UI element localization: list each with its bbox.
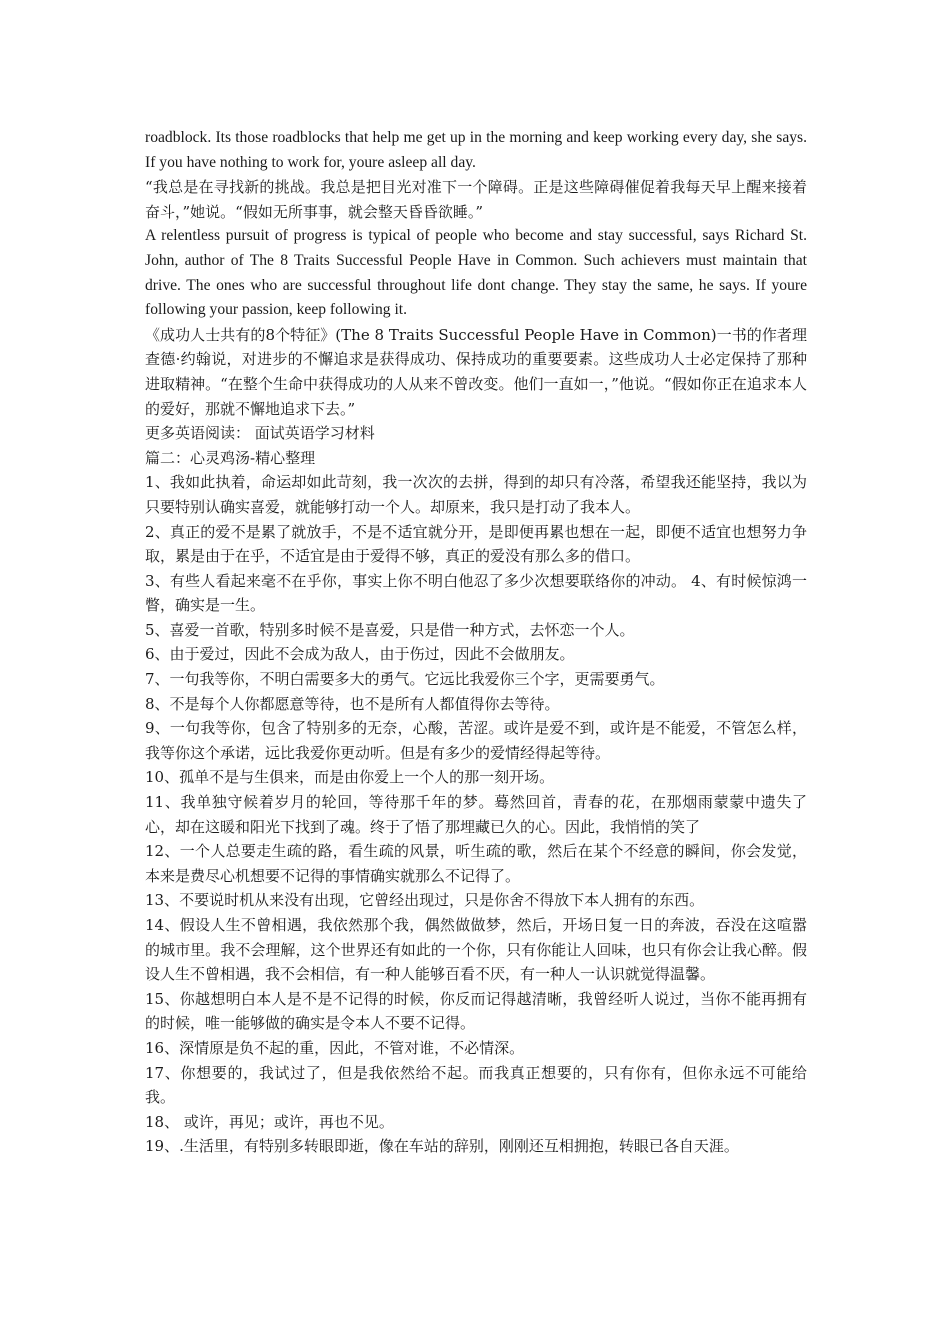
list-item-19: 19、.生活里，有特别多转眼即逝，像在车站的辞别，刚刚还互相拥抱，转眼已各自天涯。 [145, 1137, 739, 1156]
paragraph-en-2: A relentless pursuit of progress is typical of people who become and stay successful, says Richard St. John, author of The 8 Traits Successful People Have in Common. Such achievers must maintain that drive. The ones who are successful throughout life dont change. They stay the same, he says. If youre following your passion, keep following it. [145, 227, 807, 319]
list-item-15: 15、你越想明白本人是不是不记得的时候，你反而记得越清晰，我曾经听人说过，当你不能再拥有的时候，唯一能够做的确实是令本人不要不记得。 [145, 989, 807, 1033]
list-item-6: 6、由于爱过，因此不会成为敌人，由于伤过，因此不会做朋友。 [145, 645, 575, 664]
list-item-7: 7、一句我等你，不明白需要多大的勇气。它远比我爱你三个字，更需要勇气。 [145, 670, 665, 689]
list-item-11: 11、我单独守候着岁月的轮回，等待那千年的梦。蓦然回首，青春的花，在那烟雨蒙蒙中遗失了心，却在这暖和阳光下找到了魂。终于了悟了那埋藏已久的心。因此，我悄悄的笑了 [145, 793, 807, 836]
paragraph-en-1: roadblock. Its those roadblocks that help me get up in the morning and keep working every day, she says. If you have nothing to work for, youre asleep all day. [145, 129, 807, 171]
document-body [145, 126, 807, 1159]
list-item-14: 14、假设人生不曾相遇，我依然那个我，偶然做做梦，然后，开场日复一日的奔波，吞没在这喧嚣的城市里。我不会理解，这个世界还有如此的一个你，只有你能让人回味，也只有你会让我心醉。假设人生不曾相遇，我不会相信，有一种人能够百看不厌，有一种人一认识就觉得温馨。 [145, 916, 807, 984]
list-item-10: 10、孤单不是与生俱来，而是由你爱上一个人的那一刻开场。 [145, 768, 555, 787]
paragraph-zh-1: “我总是在寻找新的挑战。我总是把目光对准下一个障碍。正是这些障碍催促着我每天早上醒来接着奋斗，”她说。“假如无所事事，就会整天昏昏欲睡。” [145, 178, 807, 221]
list-item-3-4: 3、有些人看起来毫不在乎你，事实上你不明白他忍了多少次想要联络你的冲动。 4、有时候惊鸿一瞥，确实是一生。 [145, 571, 807, 615]
list-item-8: 8、不是每个人你都愿意等待，也不是所有人都值得你去等待。 [145, 694, 560, 713]
list-item-12: 12、一个人总要走生疏的路，看生疏的风景，听生疏的歌，然后在某个不经意的瞬间，你会发觉，本来是费尽心机想要不记得的事情确实就那么不记得了。 [145, 842, 807, 885]
section-heading: 篇二：心灵鸡汤-精心整理 [145, 448, 316, 467]
more-reading-line: 更多英语阅读： 面试英语学习材料 [145, 424, 375, 443]
list-item-17: 17、你想要的，我试过了，但是我依然给不起。而我真正想要的，只有你有，但你永远不可能给我。 [145, 1063, 807, 1107]
list-item-2: 2、真正的爱不是累了就放手，不是不适宜就分开，是即便再累也想在一起，即便不适宜也想努力争取，累是由于在乎，不适宜是由于爱得不够，真正的爱没有那么多的借口。 [145, 522, 807, 566]
list-item-16: 16、深情原是负不起的重，因此，不管对谁，不必情深。 [145, 1038, 525, 1057]
list-item-1: 1、我如此执着，命运却如此苛刻，我一次次的去拼，得到的却只有冷落，希望我还能坚持，我以为只要特别认确实喜爱，就能够打动一个人。却原来，我只是打动了我本人。 [145, 473, 807, 516]
list-item-13: 13、不要说时机从来没有出现，它曾经出现过，只是你舍不得放下本人拥有的东西。 [145, 891, 705, 910]
list-item-9: 9、一句我等你，包含了特别多的无奈，心酸，苦涩。或许是爱不到，或许是不能爱，不管怎么样，我等你这个承诺，远比我爱你更动听。但是有多少的爱情经得起等待。 [145, 719, 807, 762]
list-item-18: 18、 或许，再见；或许，再也不见。 [145, 1112, 394, 1131]
paragraph-zh-2: 《成功人士共有的8个特征》(The 8 Traits Successful People Have in Common)一书的作者理查德·约翰说，对进步的不懈追求是获得成功、保持成功的重要要素。这些成功人士必定保持了那种进取精神。“在整个生命中获得成功的人从来不曾改变。他们一直如一，”他说。“假如你正在追求本人的爱好，那就不懈地追求下去。” [145, 325, 807, 418]
list-item-5: 5、喜爱一首歌，特别多时候不是喜爱，只是借一种方式，去怀恋一个人。 [145, 620, 635, 639]
